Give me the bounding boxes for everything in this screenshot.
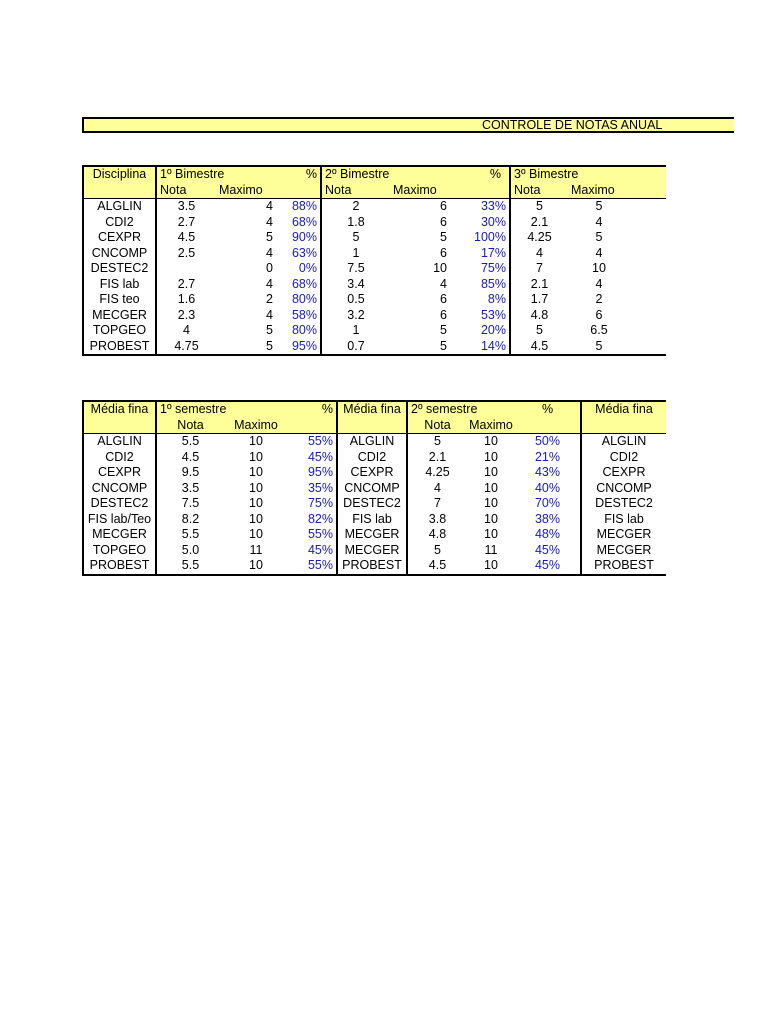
maximo-b1-cell: 0	[266, 261, 273, 276]
header-media-2: Média fina	[337, 401, 407, 418]
disciplina-s1-cell: CNCOMP	[83, 481, 156, 497]
table-row	[83, 261, 666, 277]
disciplina-s2-cell: FIS lab	[337, 512, 407, 528]
pct-s2-cell: 43%	[534, 465, 561, 480]
nota-b1-cell: 2.7	[156, 215, 216, 231]
nota-s2-cell: 4.8	[407, 527, 467, 543]
nota-b3-cell: 1.7	[510, 292, 568, 308]
maximo-b3-cell: 5	[568, 339, 630, 356]
header-nota-s1: Nota	[156, 418, 224, 434]
bimester-grades-table	[82, 165, 666, 356]
maximo-s2-cell: 10	[484, 496, 498, 511]
table-row	[83, 215, 666, 231]
header-pct-2: %	[450, 166, 510, 183]
maximo-s1-cell: 10	[249, 449, 263, 464]
maximo-b1-cell: 5	[216, 339, 276, 356]
table-row	[83, 339, 666, 356]
nota-s1-cell: 4.5	[156, 450, 224, 466]
pct-b1-cell: 63%	[291, 245, 317, 260]
maximo-b2-cell: 6	[440, 292, 447, 307]
nota-s2-cell: 3.8	[407, 512, 467, 528]
header-nota-1: Nota	[156, 183, 216, 199]
pct-s2-cell: 45%	[534, 542, 561, 557]
pct-b2-cell: 53%	[480, 307, 506, 322]
nota-b1-cell: 4	[156, 323, 216, 339]
table-row	[83, 450, 666, 466]
nota-s1-cell: 3.5	[156, 481, 224, 497]
disciplina-final-cell: CNCOMP	[581, 481, 666, 497]
maximo-b3-cell: 5	[568, 199, 630, 215]
maximo-b3-cell: 6	[595, 307, 603, 322]
nota-b3-cell: 7	[510, 261, 568, 277]
pct-b1-cell: 90%	[291, 230, 317, 245]
table-row	[83, 496, 666, 512]
maximo-b1-cell: 4	[266, 214, 273, 229]
maximo-b3-cell: 10	[592, 261, 606, 276]
semester-averages-table	[82, 400, 666, 576]
disciplina-s2-cell: PROBEST	[337, 558, 407, 575]
maximo-s1-cell: 10	[249, 496, 263, 511]
disciplina-cell: MECGER	[83, 308, 156, 324]
pct-s1-cell: 55%	[288, 434, 337, 450]
table-row	[83, 543, 666, 559]
disciplina-s2-cell: CDI2	[337, 450, 407, 466]
pct-s1-cell: 55%	[307, 527, 333, 542]
pct-b2-cell: 8%	[487, 292, 506, 307]
pct-b2-cell: 33%	[450, 199, 510, 215]
nota-b3-cell: 4.8	[510, 308, 568, 324]
maximo-s1-cell: 10	[249, 465, 263, 480]
disciplina-cell: FIS teo	[83, 292, 156, 308]
nota-b2-cell: 1	[321, 246, 390, 262]
pct-s2-cell: 45%	[515, 558, 581, 575]
nota-b3-cell: 2.1	[510, 277, 568, 293]
header-media-1: Média fina	[83, 401, 156, 418]
header-nota-s2: Nota	[407, 418, 467, 434]
nota-b1-cell: 2.5	[156, 246, 216, 262]
table1-header-row-2	[83, 183, 666, 199]
disciplina-s2-cell: MECGER	[337, 527, 407, 543]
disciplina-s1-cell: TOPGEO	[83, 543, 156, 559]
nota-s1-cell: 5.0	[156, 543, 224, 559]
pct-b1-cell: 0%	[298, 261, 317, 276]
header-nota-3: Nota	[510, 183, 568, 199]
disciplina-cell: CEXPR	[83, 230, 156, 246]
disciplina-s1-cell: ALGLIN	[83, 434, 156, 450]
table-row	[83, 230, 666, 246]
nota-b3-cell: 5	[510, 323, 568, 339]
pct-b1-cell: 95%	[276, 339, 321, 356]
pct-b2-cell: 30%	[480, 214, 506, 229]
maximo-s2-cell: 10	[484, 465, 498, 480]
table-row	[83, 308, 666, 324]
disciplina-s1-cell: PROBEST	[83, 558, 156, 575]
disciplina-s1-cell: DESTEC2	[83, 496, 156, 512]
header-bimestre-2: 2º Bimestre	[321, 166, 450, 183]
maximo-s1-cell: 10	[224, 558, 288, 575]
maximo-s2-cell: 10	[484, 527, 498, 542]
header-bimestre-3: 3º Bimestre	[510, 166, 666, 183]
disciplina-cell: FIS lab	[83, 277, 156, 293]
pct-b1-cell: 58%	[291, 307, 317, 322]
nota-b1-cell: 1.6	[156, 292, 216, 308]
maximo-b3-cell: 2	[595, 292, 603, 307]
pct-s1-cell: 95%	[307, 465, 333, 480]
maximo-b1-cell: 4	[216, 199, 276, 215]
maximo-b1-cell: 5	[266, 323, 273, 338]
pct-b2-cell: 17%	[480, 245, 506, 260]
disciplina-final-cell: FIS lab	[581, 512, 666, 528]
maximo-b3-cell: 6.5	[590, 323, 608, 338]
maximo-s2-cell: 10	[467, 434, 515, 450]
table-row	[83, 199, 666, 215]
disciplina-final-cell: MECGER	[581, 527, 666, 543]
nota-b2-cell: 1.8	[321, 215, 390, 231]
pct-b1-cell: 68%	[291, 214, 317, 229]
maximo-b3-cell: 4	[595, 214, 603, 229]
nota-b2-cell: 5	[321, 230, 390, 246]
disciplina-cell: ALGLIN	[83, 199, 156, 215]
pct-s2-cell: 70%	[534, 496, 561, 511]
table-row	[83, 481, 666, 497]
maximo-s1-cell: 10	[224, 434, 288, 450]
table2-header-row-1	[83, 401, 666, 418]
disciplina-cell: TOPGEO	[83, 323, 156, 339]
disciplina-final-cell: DESTEC2	[581, 496, 666, 512]
maximo-b2-cell: 6	[440, 307, 447, 322]
disciplina-s1-cell: MECGER	[83, 527, 156, 543]
nota-s1-cell: 5.5	[156, 558, 224, 575]
table-row	[83, 323, 666, 339]
maximo-b1-cell: 5	[266, 230, 273, 245]
maximo-b2-cell: 5	[440, 323, 447, 338]
pct-b2-cell: 75%	[480, 261, 506, 276]
maximo-s1-cell: 10	[249, 480, 263, 495]
disciplina-cell: PROBEST	[83, 339, 156, 356]
disciplina-final-cell: CDI2	[581, 450, 666, 466]
maximo-b1-cell: 4	[266, 245, 273, 260]
maximo-b1-cell: 4	[266, 307, 273, 322]
maximo-s2-cell: 10	[484, 511, 498, 526]
pct-s2-cell: 38%	[534, 511, 561, 526]
header-maximo-2: Maximo	[390, 183, 450, 199]
nota-s1-cell: 9.5	[156, 465, 224, 481]
table-row	[83, 558, 666, 575]
nota-b2-cell: 3.2	[321, 308, 390, 324]
maximo-b3-cell: 4	[595, 276, 603, 291]
nota-b1-cell	[156, 261, 216, 277]
header-pct-1: %	[276, 166, 321, 183]
header-disciplina: Disciplina	[83, 166, 156, 183]
pct-b2-cell: 85%	[480, 276, 506, 291]
nota-b3-cell: 5	[510, 199, 568, 215]
maximo-b2-cell: 6	[440, 214, 447, 229]
sheet-title: CONTROLE DE NOTAS ANUAL	[482, 118, 663, 132]
header-maximo-s1: Maximo	[224, 418, 288, 434]
pct-s1-cell: 35%	[307, 480, 333, 495]
pct-s1-cell: 45%	[307, 542, 333, 557]
nota-b3-cell: 4.5	[510, 339, 568, 356]
table-row	[83, 277, 666, 293]
nota-b2-cell: 0.7	[321, 339, 390, 356]
table-row	[83, 434, 666, 450]
nota-b3-cell: 4	[510, 246, 568, 262]
table-row	[83, 527, 666, 543]
pct-s2-cell: 50%	[515, 434, 581, 450]
nota-s1-cell: 7.5	[156, 496, 224, 512]
nota-b2-cell: 7.5	[321, 261, 390, 277]
pct-s2-cell: 48%	[534, 527, 561, 542]
disciplina-cell: CDI2	[83, 215, 156, 231]
maximo-b2-cell: 6	[390, 199, 450, 215]
pct-b1-cell: 80%	[291, 292, 317, 307]
table1-header-row-1	[83, 166, 666, 183]
nota-s2-cell: 4.5	[407, 558, 467, 575]
disciplina-s2-cell: DESTEC2	[337, 496, 407, 512]
maximo-b1-cell: 2	[266, 292, 273, 307]
table-row	[83, 512, 666, 528]
maximo-s2-cell: 10	[484, 480, 498, 495]
table-row	[83, 292, 666, 308]
nota-b1-cell: 4.5	[156, 230, 216, 246]
maximo-s2-cell: 10	[484, 449, 498, 464]
maximo-b2-cell: 5	[390, 339, 450, 356]
pct-s1-cell: 82%	[307, 511, 333, 526]
header-maximo-1: Maximo	[216, 183, 276, 199]
nota-b3-cell: 4.25	[510, 230, 568, 246]
nota-b2-cell: 3.4	[321, 277, 390, 293]
nota-s2-cell: 4.25	[407, 465, 467, 481]
nota-s1-cell: 8.2	[156, 512, 224, 528]
disciplina-s1-cell: FIS lab/Teo	[83, 512, 156, 528]
pct-b1-cell: 68%	[291, 276, 317, 291]
maximo-b2-cell: 10	[433, 261, 447, 276]
title-bar	[82, 117, 734, 133]
maximo-s2-cell: 10	[467, 558, 515, 575]
nota-s2-cell: 2.1	[407, 450, 467, 466]
maximo-s2-cell: 11	[484, 542, 498, 557]
maximo-b3-cell: 5	[595, 230, 603, 245]
nota-s2-cell: 7	[407, 496, 467, 512]
header-pct-s1: %	[288, 401, 337, 418]
pct-b2-cell: 20%	[480, 323, 506, 338]
nota-s2-cell: 5	[407, 543, 467, 559]
disciplina-s2-cell: CEXPR	[337, 465, 407, 481]
disciplina-cell: DESTEC2	[83, 261, 156, 277]
table-row	[83, 246, 666, 262]
nota-b2-cell: 2	[321, 199, 390, 215]
disciplina-final-cell: ALGLIN	[581, 434, 666, 450]
nota-b2-cell: 0.5	[321, 292, 390, 308]
pct-b1-cell: 88%	[276, 199, 321, 215]
disciplina-final-cell: MECGER	[581, 543, 666, 559]
pct-s1-cell: 45%	[307, 449, 333, 464]
maximo-s1-cell: 10	[249, 511, 263, 526]
disciplina-final-cell: PROBEST	[581, 558, 666, 575]
nota-b3-cell: 2.1	[510, 215, 568, 231]
header-maximo-s2: Maximo	[467, 418, 515, 434]
maximo-b2-cell: 6	[440, 245, 447, 260]
nota-s2-cell: 5	[407, 434, 467, 450]
maximo-b2-cell: 5	[440, 230, 447, 245]
header-bimestre-1: 1º Bimestre	[156, 166, 276, 183]
disciplina-s2-cell: MECGER	[337, 543, 407, 559]
pct-s1-cell: 75%	[307, 496, 333, 511]
disciplina-cell: CNCOMP	[83, 246, 156, 262]
pct-s2-cell: 40%	[534, 480, 561, 495]
disciplina-s1-cell: CDI2	[83, 450, 156, 466]
nota-s1-cell: 5.5	[156, 434, 224, 450]
header-pct-s2: %	[515, 401, 581, 418]
header-maximo-3: Maximo	[568, 183, 630, 199]
disciplina-s2-cell: ALGLIN	[337, 434, 407, 450]
maximo-b3-cell: 4	[595, 245, 603, 260]
pct-b1-cell: 80%	[291, 323, 317, 338]
maximo-b1-cell: 4	[266, 276, 273, 291]
header-semestre-2: 2º semestre	[407, 401, 515, 418]
pct-b2-cell: 14%	[450, 339, 510, 356]
nota-b1-cell: 3.5	[156, 199, 216, 215]
pct-b2-cell: 100%	[474, 230, 506, 245]
nota-s1-cell: 5.5	[156, 527, 224, 543]
disciplina-s1-cell: CEXPR	[83, 465, 156, 481]
header-nota-2: Nota	[321, 183, 390, 199]
nota-b2-cell: 1	[321, 323, 390, 339]
pct-s1-cell: 55%	[288, 558, 337, 575]
header-media-3: Média fina	[581, 401, 666, 418]
table-row	[83, 465, 666, 481]
nota-s2-cell: 4	[407, 481, 467, 497]
nota-b1-cell: 4.75	[156, 339, 216, 356]
disciplina-s2-cell: CNCOMP	[337, 481, 407, 497]
table2-header-row-2	[83, 418, 666, 434]
nota-b1-cell: 2.7	[156, 277, 216, 293]
maximo-b2-cell: 4	[440, 276, 447, 291]
maximo-s1-cell: 11	[249, 542, 263, 557]
nota-b1-cell: 2.3	[156, 308, 216, 324]
pct-s2-cell: 21%	[534, 449, 561, 464]
disciplina-final-cell: CEXPR	[581, 465, 666, 481]
maximo-s1-cell: 10	[249, 527, 263, 542]
header-semestre-1: 1º semestre	[156, 401, 288, 418]
